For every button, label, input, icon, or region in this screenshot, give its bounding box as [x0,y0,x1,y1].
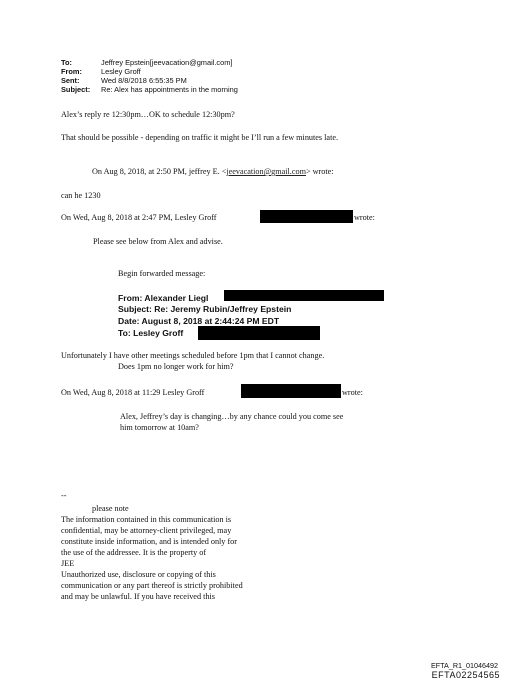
footer-line: JEE [61,559,75,568]
bates-stamp: EFTA02254565 [431,670,500,680]
body-line-unfortunately: Unfortunately I have other meetings scheduled before 1pm that I cannot change. [61,351,325,360]
to-value: Jeffrey Epstein[jeevacation@gmail.com] [101,58,233,67]
body-line-alex-2: him tomorrow at 10am? [120,423,199,432]
quote-prefix: On Aug 8, 2018, at 2:50 PM, jeffrey E. < [92,167,227,176]
body-line-can: can he 1230 [61,191,101,200]
footer-line: confidential, may be attorney-client privileged, may [61,526,232,535]
sent-value: Wed 8/8/2018 6:55:35 PM [101,76,187,85]
subject-label: Subject: [61,85,91,94]
quote-header-lesley-1: On Wed, Aug 8, 2018 at 2:47 PM, Lesley Groff [61,213,217,222]
email-link[interactable]: jeevacation@gmail.com [226,167,306,176]
footer-please-note: please note [92,504,129,513]
bates-stamp-r1: EFTA_R1_01046492 [431,661,498,670]
body-line-1pm: Does 1pm no longer work for him? [118,362,234,371]
fwd-date: Date: August 8, 2018 at 2:44:24 PM EDT [118,316,280,326]
footer-line: the use of the addressee. It is the property of [61,548,207,557]
footer-line: Unauthorized use, disclosure or copying of this [61,570,216,579]
body-line-alex-1: Alex, Jeffrey’s day is changing…by any chance could you come see [120,412,344,421]
subject-value: Re: Alex has appointments in the morning [101,85,238,94]
forwarded-begin: Begin forwarded message: [118,269,206,278]
from-label: From: [61,67,82,76]
from-value: Lesley Groff [101,67,141,76]
quote-header-jeffrey [92,167,334,177]
redaction-box [241,384,341,398]
fwd-to: To: Lesley Groff [118,328,184,338]
to-label: To: [61,58,72,67]
redaction-box [198,326,320,340]
footer-line: communication or any part thereof is strictly prohibited [61,581,243,590]
quote-header-lesley-2: On Wed, Aug 8, 2018 at 11:29 Lesley Groff [61,388,205,397]
body-line-reply: Alex’s reply re 12:30pm…OK to schedule 12:30pm? [61,110,235,119]
footer-line: and may be unlawful. If you have received this [61,592,215,601]
footer-line: constitute inside information, and is intended only for [61,537,237,546]
fwd-from: From: Alexander Liegl [118,293,209,303]
footer-dashes: -- [61,491,67,500]
redaction-box [260,210,353,223]
fwd-subject: Subject: Re: Jeremy Rubin/Jeffrey Epstein [118,304,292,314]
body-line-please: Please see below from Alex and advise. [93,237,223,246]
sent-label: Sent: [61,76,80,85]
quote-suffix: > wrote: [305,167,334,176]
quote-suffix-1: wrote: [354,213,375,222]
body-line-possible: That should be possible - depending on traffic it might be I’ll run a few minutes late. [61,133,339,142]
footer-line: The information contained in this communication is [61,515,232,524]
redaction-box [224,290,384,301]
quote-suffix-2: wrote: [342,388,363,397]
